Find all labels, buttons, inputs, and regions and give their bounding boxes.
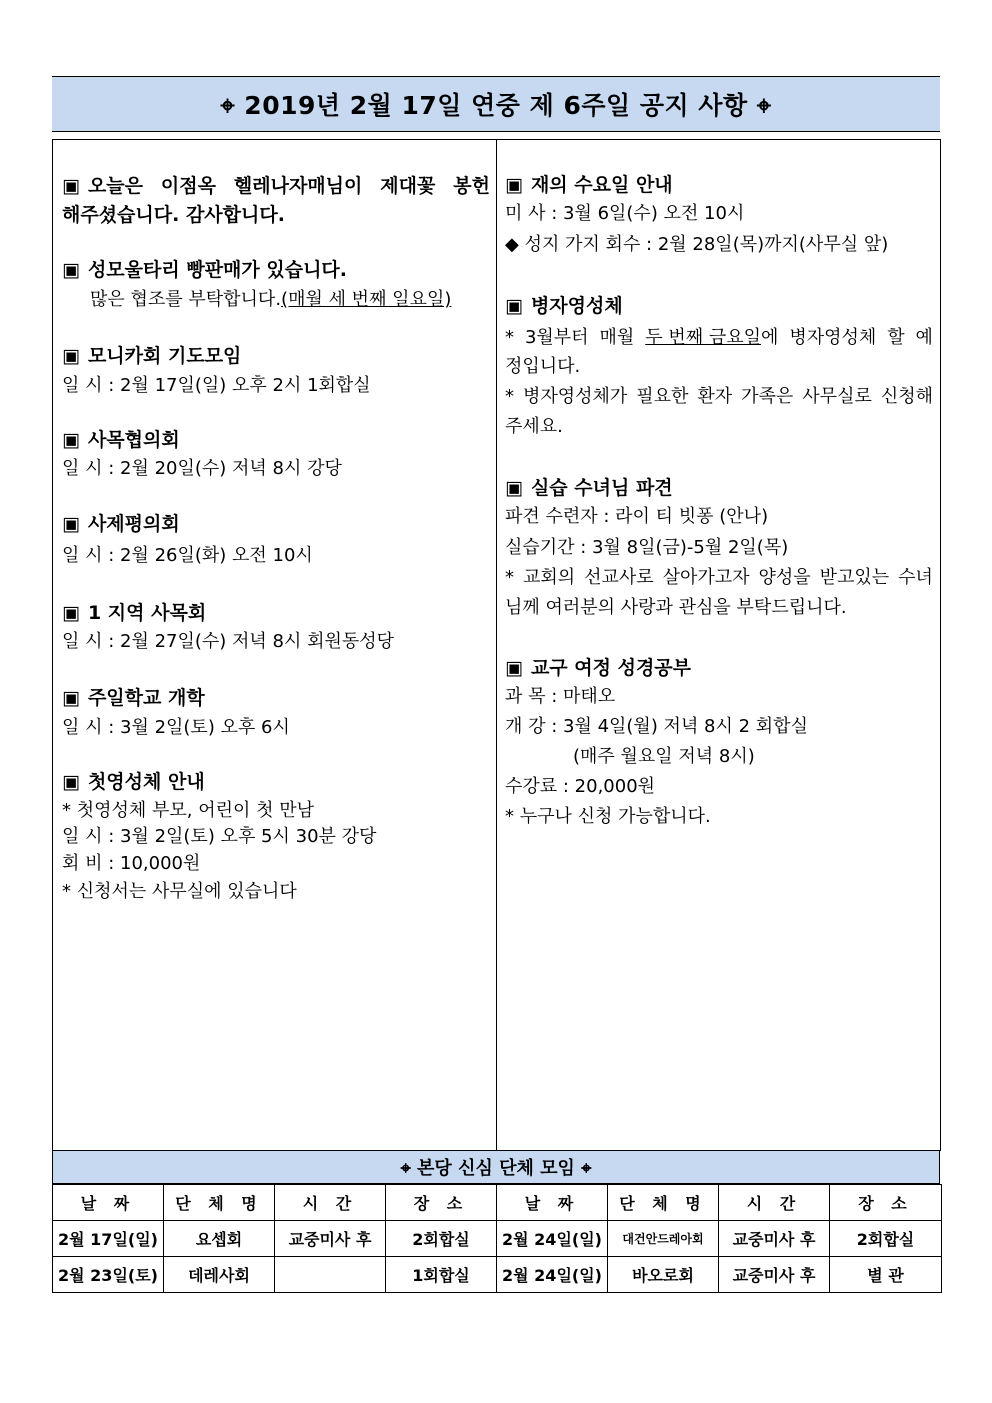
flowers-line-1: ▣ 오늘은 이점옥 헬레나자매님이 제대꽃 봉헌 (62, 175, 490, 197)
header-date: 날 짜 (53, 1185, 164, 1221)
bullet-square-icon: ▣ (62, 429, 80, 451)
sister-line: 파견 수련자 : 라이 티 빗퐁 (안나) (505, 506, 769, 527)
pastoral-heading: ▣ 사목협의회 (62, 429, 180, 451)
sick-line-1: * 3월부터 매월 두 번째 금요일에 병자영성체 할 예 (505, 327, 933, 348)
sister-line-4: 님께 여러분의 사랑과 관심을 부탁드립니다. (505, 597, 847, 618)
bread-detail: 많은 협조를 부탁합니다.(매월 세 번째 일요일) (90, 289, 452, 310)
sick-line-3: * 병자영성체가 필요한 환자 가족은 사무실로 신청해 (505, 386, 933, 407)
bible-line: * 누구나 신청 가능합니다. (505, 806, 711, 827)
bible-line: 과 목 : 마태오 (505, 686, 616, 707)
bullet-square-icon: ▣ (62, 771, 80, 793)
table-row (53, 1257, 942, 1293)
sunday-school-detail: 일 시 : 3월 2일(토) 오후 6시 (62, 717, 290, 738)
bible-line: (매주 월요일 저녁 8시) (573, 746, 755, 767)
district-heading: ▣ 1 지역 사목회 (62, 602, 207, 624)
pastoral-detail: 일 시 : 2월 20일(수) 저녁 8시 강당 (62, 458, 342, 479)
table-cell: 대건안드레아회 (608, 1221, 719, 1257)
header-place: 장 소 (386, 1185, 497, 1221)
column-divider (496, 139, 497, 1151)
district-detail: 일 시 : 2월 27일(수) 저녁 8시 회원동성당 (62, 631, 395, 652)
bread-heading: ▣ 성모울타리 빵판매가 있습니다. (62, 259, 348, 281)
meetings-table (52, 1184, 942, 1293)
header-time: 시 간 (275, 1185, 386, 1221)
sunday-school-heading: ▣ 주일학교 개학 (62, 687, 205, 709)
sister-heading: ▣ 실습 수녀님 파견 (505, 477, 673, 499)
table-cell: 2월 23일(토) (53, 1257, 164, 1293)
bullet-square-icon: ▣ (62, 602, 80, 624)
table-header-row (53, 1185, 942, 1221)
bullet-square-icon: ▣ (62, 687, 80, 709)
sick-line-2: 정입니다. (505, 356, 581, 377)
table-cell: 2월 24일(일) (497, 1257, 608, 1293)
bullet-square-icon: ▣ (62, 175, 80, 197)
bullet-square-icon: ▣ (505, 295, 523, 317)
table-cell: 2회합실 (386, 1221, 497, 1257)
bible-line: 수강료 : 20,000원 (505, 776, 656, 797)
bullet-square-icon: ▣ (62, 259, 80, 281)
meetings-title: ⌖ 본당 신심 단체 모임 ⌖ (52, 1151, 940, 1184)
table-cell: 교중미사 후 (719, 1221, 830, 1257)
table-cell (275, 1257, 386, 1293)
table-cell: 1회합실 (386, 1257, 497, 1293)
header-time: 시 간 (719, 1185, 830, 1221)
header-group: 단 체 명 (164, 1185, 275, 1221)
header-date: 날 짜 (497, 1185, 608, 1221)
header-place: 장 소 (830, 1185, 942, 1221)
table-cell: 바오로회 (608, 1257, 719, 1293)
ash-line: 미 사 : 3월 6일(수) 오전 10시 (505, 203, 745, 224)
sick-heading: ▣ 병자영성체 (505, 295, 623, 317)
bible-heading: ▣ 교구 여정 성경공부 (505, 657, 692, 679)
table-row (53, 1221, 942, 1257)
table-cell: 요셉회 (164, 1221, 275, 1257)
table-cell: 별 관 (830, 1257, 942, 1293)
ash-heading: ▣ 재의 수요일 안내 (505, 174, 673, 196)
notice-title: ⌖ 2019년 2월 17일 연중 제 6주일 공지 사항 ⌖ (52, 76, 940, 132)
table-cell: 2회합실 (830, 1221, 942, 1257)
priests-heading: ▣ 사제평의회 (62, 513, 180, 535)
sick-line-4: 주세요. (505, 416, 563, 437)
table-cell: 데레사회 (164, 1257, 275, 1293)
table-cell: 2월 24일(일) (497, 1221, 608, 1257)
first-communion-line: 일 시 : 3월 2일(토) 오후 5시 30분 강당 (62, 826, 377, 847)
bullet-square-icon: ▣ (505, 657, 523, 679)
first-communion-line: 회 비 : 10,000원 (62, 853, 201, 874)
bullet-square-icon: ▣ (62, 345, 80, 367)
first-communion-heading: ▣ 첫영성체 안내 (62, 771, 205, 793)
monica-heading: ▣ 모니카회 기도모임 (62, 345, 242, 367)
sister-line: 실습기간 : 3월 8일(금)-5월 2일(목) (505, 537, 789, 558)
table-cell: 2월 17일(일) (53, 1221, 164, 1257)
first-communion-line: * 첫영성체 부모, 어린이 첫 만남 (62, 800, 314, 821)
header-group: 단 체 명 (608, 1185, 719, 1221)
bullet-square-icon: ▣ (505, 477, 523, 499)
monica-detail: 일 시 : 2월 17일(일) 오후 2시 1회합실 (62, 375, 371, 396)
table-cell: 교중미사 후 (719, 1257, 830, 1293)
flowers-line-2: 해주셨습니다. 감사합니다. (62, 204, 285, 226)
bullet-square-icon: ▣ (62, 513, 80, 535)
ash-line: ◆ 성지 가지 회수 : 2월 28일(목)까지(사무실 앞) (505, 234, 889, 255)
first-communion-line: * 신청서는 사무실에 있습니다 (62, 881, 297, 902)
bullet-square-icon: ▣ (505, 174, 523, 196)
sister-line-3: * 교회의 선교사로 살아가고자 양성을 받고있는 수녀 (505, 567, 933, 588)
priests-detail: 일 시 : 2월 26일(화) 오전 10시 (62, 545, 313, 566)
table-cell: 교중미사 후 (275, 1221, 386, 1257)
bible-line: 개 강 : 3월 4일(월) 저녁 8시 2 회합실 (505, 716, 808, 737)
